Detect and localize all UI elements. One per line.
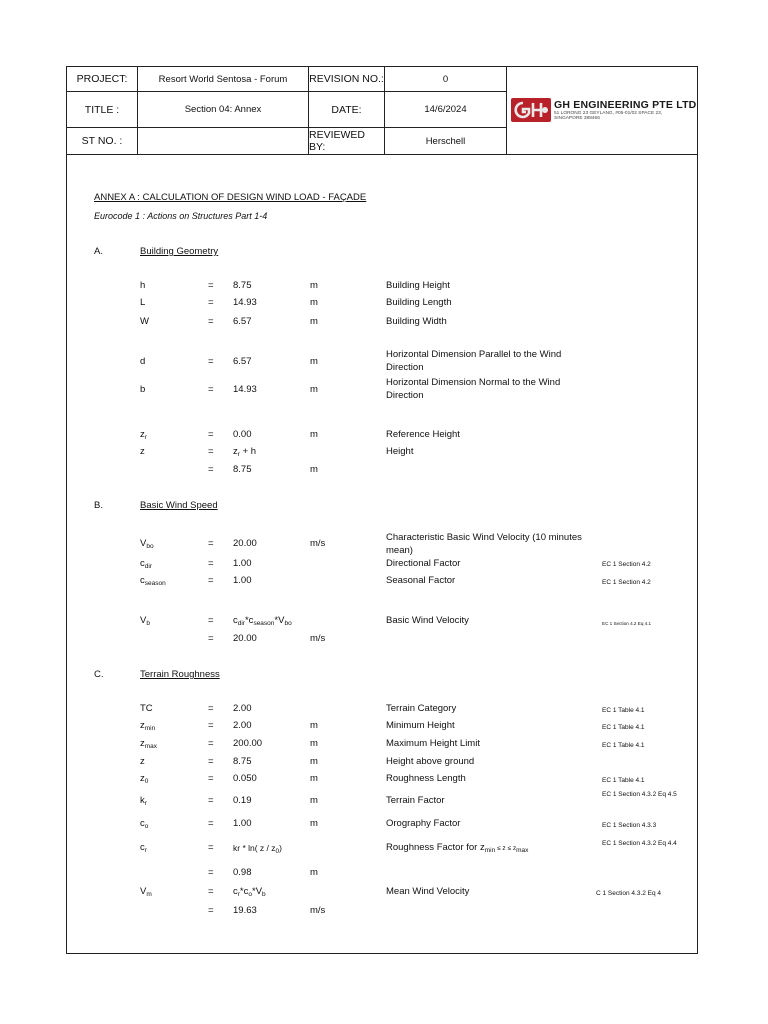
ref-cdir: EC 1 Section 4.2 — [602, 561, 651, 568]
reviewed-label: REVIEWED BY: — [309, 128, 385, 154]
value-l: 14.93 — [233, 297, 257, 308]
sym-z: z — [140, 446, 145, 457]
eq: = — [208, 446, 214, 457]
ref-kr: EC 1 Section 4.3.2 Eq 4.5 — [602, 791, 677, 798]
title-label: TITLE : — [67, 92, 138, 128]
formula-vb: $c_{dir}*c_{season}*V_{bo}$ — [233, 615, 292, 627]
sym-zr: $z_r$ — [140, 429, 147, 441]
sym-cseason: $c_{season}$ — [140, 575, 166, 587]
eq: = — [208, 297, 214, 308]
unit: m — [310, 795, 318, 806]
revision-label: REVISION NO.: — [309, 67, 385, 92]
sym-zmin: $z_{min}$ — [140, 720, 156, 732]
document-page — [66, 66, 698, 954]
sym-l: L — [140, 297, 146, 308]
value-vm: 19.63 — [233, 905, 257, 916]
ref-tc: EC 1 Table 4.1 — [602, 707, 645, 714]
desc-vbo: Characteristic Basic Wind Velocity (10 minutes mean) — [386, 532, 582, 556]
desc-zmax: Maximum Height Limit — [386, 738, 480, 749]
eq: = — [208, 538, 214, 549]
value-h: 8.75 — [233, 280, 252, 291]
value-z0: 0.050 — [233, 773, 257, 784]
value-cseason: 1.00 — [233, 575, 252, 586]
eq: = — [208, 558, 214, 569]
sym-zmax: $z_{max}$ — [140, 738, 158, 750]
desc-tc: Terrain Category — [386, 703, 457, 714]
ref-cr: EC 1 Section 4.3.2 Eq 4.4 — [602, 840, 677, 847]
eq: = — [208, 633, 214, 644]
sym-co: $c_o$ — [140, 818, 149, 830]
desc-zmin: Minimum Height — [386, 720, 455, 731]
section-b-letter: B. — [94, 500, 103, 511]
unit: m/s — [310, 905, 326, 916]
date-label: DATE: — [309, 92, 385, 128]
unit: m — [310, 756, 318, 767]
sym-z0: $z_0$ — [140, 773, 149, 785]
eq: = — [208, 464, 214, 475]
ref-zmin: EC 1 Table 4.1 — [602, 724, 645, 731]
sym-vm: $V_m$ — [140, 886, 152, 898]
value-z: 8.75 — [233, 464, 252, 475]
st-label: ST NO. : — [67, 128, 138, 154]
eq: = — [208, 738, 214, 749]
value-cr: 0.98 — [233, 867, 252, 878]
value-b: 14.93 — [233, 384, 257, 395]
ref-vb: EC 1 Section 4.2 Eq 4.1 — [602, 621, 652, 626]
value-tc: 2.00 — [233, 703, 252, 714]
value-zr: 0.00 — [233, 429, 252, 440]
ref-vm: C 1 Section 4.3.2 Eq 4 — [596, 890, 662, 897]
value-vb: 20.00 — [233, 633, 257, 644]
desc-z0: Roughness Length — [386, 773, 466, 784]
eq: = — [208, 867, 214, 878]
unit: m — [310, 867, 318, 878]
sym-vbo: $V_{bo}$ — [140, 538, 154, 550]
eq: = — [208, 429, 214, 440]
gh-logo-icon — [511, 98, 551, 122]
value-w: 6.57 — [233, 316, 252, 327]
eq: = — [208, 575, 214, 586]
eq: = — [208, 703, 214, 714]
title-block — [67, 67, 697, 155]
desc-vb: Basic Wind Velocity — [386, 615, 469, 626]
unit: m — [310, 297, 318, 308]
value-kr: 0.19 — [233, 795, 252, 806]
unit: m — [310, 720, 318, 731]
desc-co: Orography Factor — [386, 818, 461, 829]
eq: = — [208, 756, 214, 767]
eq: = — [208, 280, 214, 291]
desc-d: Horizontal Dimension Parallel to the Wind Direction — [386, 349, 562, 373]
unit: m/s — [310, 633, 326, 644]
eq: = — [208, 773, 214, 784]
desc-b: Horizontal Dimension Normal to the Wind Direction — [386, 377, 561, 401]
value-zmax: 200.00 — [233, 738, 263, 749]
formula-cr: kr * ln( z / $z_0$) — [233, 843, 282, 855]
eq: = — [208, 615, 214, 626]
unit: m — [310, 280, 318, 291]
revision-value: 0 — [385, 67, 507, 92]
desc-l: Building Length — [386, 297, 452, 308]
desc-cseason: Seasonal Factor — [386, 575, 456, 586]
annex-title: ANNEX A : CALCULATION OF DESIGN WIND LOAD - FAÇADE — [94, 192, 367, 203]
company-name: GH ENGINEERING PTE LTD — [554, 98, 697, 111]
section-a-heading: Building Geometry — [140, 246, 219, 257]
value-cdir: 1.00 — [233, 558, 252, 569]
sym-kr: $k_r$ — [140, 795, 147, 807]
ref-cseason: EC 1 Section 4.2 — [602, 579, 651, 586]
sym-tc: TC — [140, 703, 153, 714]
desc-z-ground: Height above ground — [386, 756, 475, 767]
unit: m/s — [310, 538, 326, 549]
section-c-heading: Terrain Roughness — [140, 669, 220, 680]
sym-vb: $V_b$ — [140, 615, 150, 627]
unit: m — [310, 818, 318, 829]
sym-h: h — [140, 280, 146, 291]
section-c-letter: C. — [94, 669, 104, 680]
section-a-letter: A. — [94, 246, 103, 257]
sym-d: d — [140, 356, 146, 367]
desc-vm: Mean Wind Velocity — [386, 886, 470, 897]
eq: = — [208, 316, 214, 327]
annex-subtitle: Eurocode 1 : Actions on Structures Part 1-4 — [94, 211, 268, 221]
eq: = — [208, 905, 214, 916]
title-value: Section 04: Annex — [138, 92, 309, 128]
project-value: Resort World Sentosa - Forum — [138, 67, 309, 92]
eq: = — [208, 356, 214, 367]
ref-zmax: EC 1 Table 4.1 — [602, 742, 645, 749]
eq: = — [208, 720, 214, 731]
unit: m — [310, 773, 318, 784]
desc-cr: Roughness Factor for $z_{min} \le z \le z_{max}$ — [386, 842, 529, 854]
sym-w: W — [140, 316, 149, 327]
value-z-ground: 8.75 — [233, 756, 252, 767]
unit: m — [310, 429, 318, 440]
value-co: 1.00 — [233, 818, 252, 829]
desc-cdir: Directional Factor — [386, 558, 461, 569]
sym-b: b — [140, 384, 146, 395]
formula-vm: $c_r*c_o*V_b$ — [233, 886, 266, 898]
value-zmin: 2.00 — [233, 720, 252, 731]
company-address-1: 51 LORONG 23 GEYLANG, #05-01/02 SPACE 23, — [554, 110, 663, 116]
company-address-2: SINGAPORE 388466 — [554, 116, 600, 121]
value-vbo: 20.00 — [233, 538, 257, 549]
company-logo — [507, 67, 697, 153]
eq: = — [208, 795, 214, 806]
desc-h: Building Height — [386, 280, 450, 291]
date-value: 14/6/2024 — [385, 92, 507, 128]
sym-cr: $c_r$ — [140, 842, 147, 854]
section-b-heading: Basic Wind Speed — [140, 500, 218, 511]
eq: = — [208, 384, 214, 395]
value-d: 6.57 — [233, 356, 252, 367]
desc-z: Height — [386, 446, 414, 457]
desc-zr: Reference Height — [386, 429, 460, 440]
eq: = — [208, 886, 214, 897]
sym-cdir: $c_{dir}$ — [140, 558, 152, 570]
desc-w: Building Width — [386, 316, 447, 327]
st-value — [138, 128, 309, 154]
unit: m — [310, 384, 318, 395]
unit: m — [310, 356, 318, 367]
eq: = — [208, 818, 214, 829]
ref-z0: EC 1 Table 4.1 — [602, 777, 645, 784]
unit: m — [310, 316, 318, 327]
sym-z-ground: z — [140, 756, 145, 767]
project-label: PROJECT: — [67, 67, 138, 92]
formula-z: $z_r + h$ — [233, 446, 257, 458]
unit: m — [310, 464, 318, 475]
unit: m — [310, 738, 318, 749]
desc-kr: Terrain Factor — [386, 795, 445, 806]
reviewed-value: Herschell — [385, 128, 507, 154]
eq: = — [208, 842, 214, 853]
ref-co: EC 1 Section 4.3.3 — [602, 822, 657, 829]
